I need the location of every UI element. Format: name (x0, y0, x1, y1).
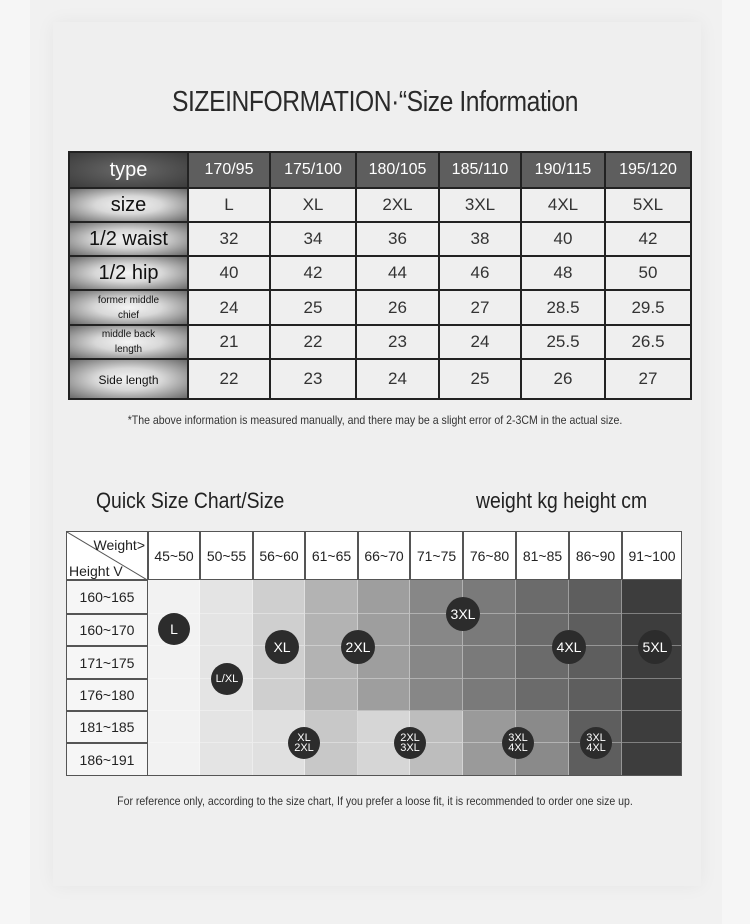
chart-cell (200, 743, 253, 776)
size-badge (580, 727, 612, 759)
size-badge (211, 663, 243, 695)
size-badge-text: 3XL (586, 732, 606, 744)
height-label: 160~170 (66, 614, 148, 646)
table-cell: 42 (270, 256, 356, 290)
measurement-note: *The above information is measured manually, and there may be a slight error of 2-3CM in the actual size. (127, 413, 623, 427)
chart-cell (622, 580, 682, 614)
weight-header: 81~85 (516, 531, 569, 580)
table-cell: 50 (605, 256, 691, 290)
size-badge (265, 630, 299, 664)
weight-header: 56~60 (253, 531, 305, 580)
chart-cell (253, 580, 305, 614)
row-label-text: type (109, 158, 148, 181)
size-badge (288, 727, 320, 759)
table-cell: 42 (605, 222, 691, 256)
table-cell: 44 (356, 256, 439, 290)
table-row (69, 325, 691, 359)
weight-header: 66~70 (358, 531, 410, 580)
table-cell: 38 (439, 222, 521, 256)
table-cell: 29.5 (605, 290, 691, 325)
table-cell: 21 (188, 325, 270, 359)
quick-size-chart (66, 531, 682, 776)
table-cell: 34 (270, 222, 356, 256)
size-badge-text: XL (297, 732, 311, 744)
size-badge (341, 630, 375, 664)
row-label-text: Side length (98, 373, 159, 387)
size-badge-text: 2XL (294, 742, 314, 754)
table-row (69, 359, 691, 399)
row-label-text: former middle chief (97, 294, 160, 321)
table-cell: 24 (439, 325, 521, 359)
table-cell: 5XL (605, 188, 691, 222)
height-label: 176~180 (66, 679, 148, 711)
chart-cell (148, 646, 200, 679)
size-badge-text: XL (273, 639, 291, 655)
size-badge-text: L (170, 621, 178, 637)
chart-cell (358, 679, 410, 711)
chart-cell (200, 614, 253, 646)
row-label-text: 1/2 hip (98, 261, 159, 284)
chart-cell (148, 711, 200, 743)
chart-cell (622, 743, 682, 776)
table-cell: 22 (188, 359, 270, 399)
size-badge (502, 727, 534, 759)
chart-corner (66, 531, 148, 580)
weight-header: 50~55 (200, 531, 253, 580)
table-cell: 24 (188, 290, 270, 325)
right-margin (722, 0, 750, 924)
left-margin (0, 0, 30, 924)
size-badge (638, 630, 672, 664)
row-label (69, 359, 188, 399)
chart-cell (569, 679, 622, 711)
chart-cell (148, 580, 200, 614)
table-cell: 26.5 (605, 325, 691, 359)
table-cell: 28.5 (521, 290, 605, 325)
table-cell: 24 (356, 359, 439, 399)
size-table-header (69, 152, 691, 188)
table-cell: XL (270, 188, 356, 222)
chart-cell (622, 679, 682, 711)
row-label-text: 1/2 waist (89, 227, 168, 250)
table-row (69, 222, 691, 256)
chart-cell (463, 646, 516, 679)
table-cell: 22 (270, 325, 356, 359)
size-badge-text: 3XL (508, 732, 528, 744)
height-label: 181~185 (66, 711, 148, 743)
row-label (69, 325, 188, 359)
row-label (69, 222, 188, 256)
weight-header: 61~65 (305, 531, 358, 580)
size-badge-text: 4XL (556, 639, 582, 655)
weight-header: 86~90 (569, 531, 622, 580)
chart-cell (148, 743, 200, 776)
chart-cell (516, 580, 569, 614)
table-cell: 48 (521, 256, 605, 290)
size-badge (552, 630, 586, 664)
table-cell: 4XL (521, 188, 605, 222)
chart-cell (305, 580, 358, 614)
chart-cell (358, 580, 410, 614)
table-cell: 23 (270, 359, 356, 399)
row-label (69, 152, 188, 188)
table-cell: 3XL (439, 188, 521, 222)
table-row (69, 188, 691, 222)
chart-cell (516, 679, 569, 711)
table-row (69, 290, 691, 325)
table-cell: 2XL (356, 188, 439, 222)
size-badge (158, 613, 190, 645)
row-label-text: size (110, 193, 147, 216)
weight-header: 76~80 (463, 531, 516, 580)
table-cell: 32 (188, 222, 270, 256)
quick-chart-title: Quick Size Chart/Size (96, 488, 285, 513)
size-badge (394, 727, 426, 759)
table-cell: 40 (521, 222, 605, 256)
column-header: 180/105 (356, 152, 439, 188)
size-badge-text: L/XL (215, 673, 239, 685)
row-label (69, 290, 188, 325)
column-header: 185/110 (439, 152, 521, 188)
size-badge-text: 4XL (508, 742, 528, 754)
table-cell: L (188, 188, 270, 222)
chart-cell (622, 711, 682, 743)
row-label (69, 256, 188, 290)
table-cell: 36 (356, 222, 439, 256)
row-label-text: middle back length (101, 329, 156, 355)
weight-header: 91~100 (622, 531, 682, 580)
size-badge-text: 3XL (400, 742, 420, 754)
height-label: 160~165 (66, 580, 148, 614)
size-badge (446, 597, 480, 631)
size-badge-text: 4XL (586, 742, 606, 754)
column-header: 195/120 (605, 152, 691, 188)
table-cell: 26 (521, 359, 605, 399)
size-badge-text: 5XL (642, 639, 668, 655)
reference-note: For reference only, according to the size chart, If you prefer a loose fit, it is recommended to order one size up. (117, 794, 633, 808)
table-cell: 27 (605, 359, 691, 399)
chart-cell (253, 679, 305, 711)
weight-corner-label: Weight> (93, 537, 145, 553)
chart-cell (463, 679, 516, 711)
height-label: 171~175 (66, 646, 148, 679)
table-cell: 26 (356, 290, 439, 325)
size-badge-text: 3XL (450, 606, 476, 622)
chart-cell (148, 679, 200, 711)
column-header: 190/115 (521, 152, 605, 188)
table-cell: 25.5 (521, 325, 605, 359)
size-badge-text: 2XL (345, 639, 371, 655)
chart-cell (200, 711, 253, 743)
chart-cell (410, 679, 463, 711)
column-header: 175/100 (270, 152, 356, 188)
size-badge-text: 2XL (400, 732, 420, 744)
chart-cell (569, 580, 622, 614)
column-header: 170/95 (188, 152, 270, 188)
table-cell: 40 (188, 256, 270, 290)
table-row (69, 256, 691, 290)
chart-cell (305, 679, 358, 711)
weight-header: 71~75 (410, 531, 463, 580)
table-cell: 27 (439, 290, 521, 325)
height-corner-label: Height V (69, 563, 123, 579)
table-cell: 46 (439, 256, 521, 290)
height-label: 186~191 (66, 743, 148, 776)
chart-cell (200, 580, 253, 614)
weight-header: 45~50 (148, 531, 200, 580)
page-title: SIZEINFORMATION·“Size Information (171, 86, 579, 118)
size-table (68, 151, 692, 400)
table-cell: 25 (270, 290, 356, 325)
table-cell: 25 (439, 359, 521, 399)
units-label: weight kg height cm (476, 488, 648, 513)
row-label (69, 188, 188, 222)
table-cell: 23 (356, 325, 439, 359)
chart-cell (410, 646, 463, 679)
